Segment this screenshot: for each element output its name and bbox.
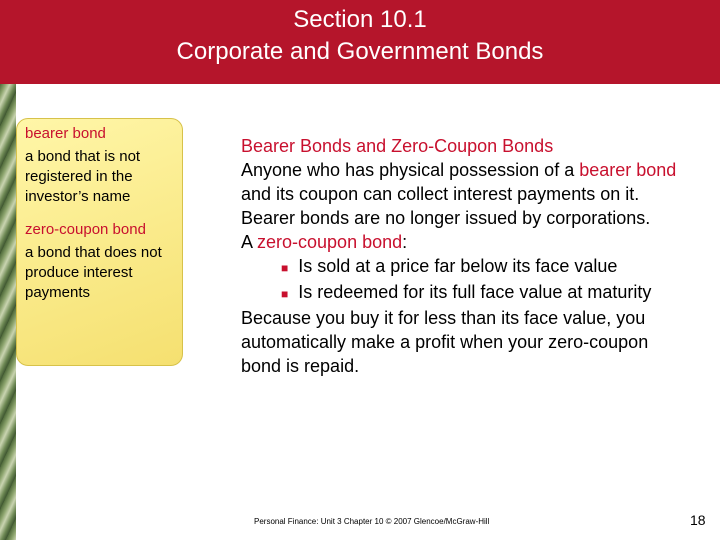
main-content [241, 134, 681, 378]
money-background-strip [0, 84, 16, 540]
paragraph-text: A [241, 232, 258, 252]
paragraph-text: : [402, 232, 408, 252]
bullet-text: Is redeemed for its full face value at maturity [298, 282, 652, 302]
slide-title [0, 4, 720, 68]
paragraph-profit: Because you buy it for less than its face value, you automatically make a profit when your zero-coupon bond is repaid. [241, 308, 649, 376]
title-line-1: Section 10.1 [293, 6, 427, 33]
vocabulary-sidebar [16, 118, 183, 366]
paragraph-bearer [241, 158, 681, 230]
page-number: 18 [690, 512, 706, 528]
footer-credit: Personal Finance: Unit 3 Chapter 10 © 2007 Glencoe/McGraw-Hill [254, 517, 490, 526]
bullet-item-1 [241, 254, 681, 280]
bullet-text: Is sold at a price far below its face value [298, 256, 618, 276]
slide-header [0, 0, 720, 84]
vocab-term-bearer-bond: bearer bond [25, 125, 106, 142]
vocab-def-bearer-bond: a bond that is not registered in the investor’s name [25, 148, 141, 205]
title-line-2: Corporate and Government Bonds [176, 38, 544, 65]
term-zero-coupon-bond: zero-coupon bond [257, 232, 403, 252]
term-bearer-bond: bearer bond [579, 160, 677, 180]
paragraph-text: and its coupon can collect interest payments on it. Bearer bonds are no longer issued by corporations. [241, 184, 651, 228]
vocab-def-zero-coupon-bond: a bond that does not produce interest payments [25, 244, 162, 301]
vocab-term-zero-coupon-bond: zero-coupon bond [25, 221, 146, 238]
paragraph-zero-coupon [241, 230, 681, 254]
bullet-item-2 [241, 280, 681, 306]
square-bullet-icon: ■ [281, 287, 289, 301]
square-bullet-icon: ■ [281, 261, 289, 275]
paragraph-text: Anyone who has physical possession of a [241, 160, 580, 180]
content-heading: Bearer Bonds and Zero-Coupon Bonds [241, 136, 554, 156]
